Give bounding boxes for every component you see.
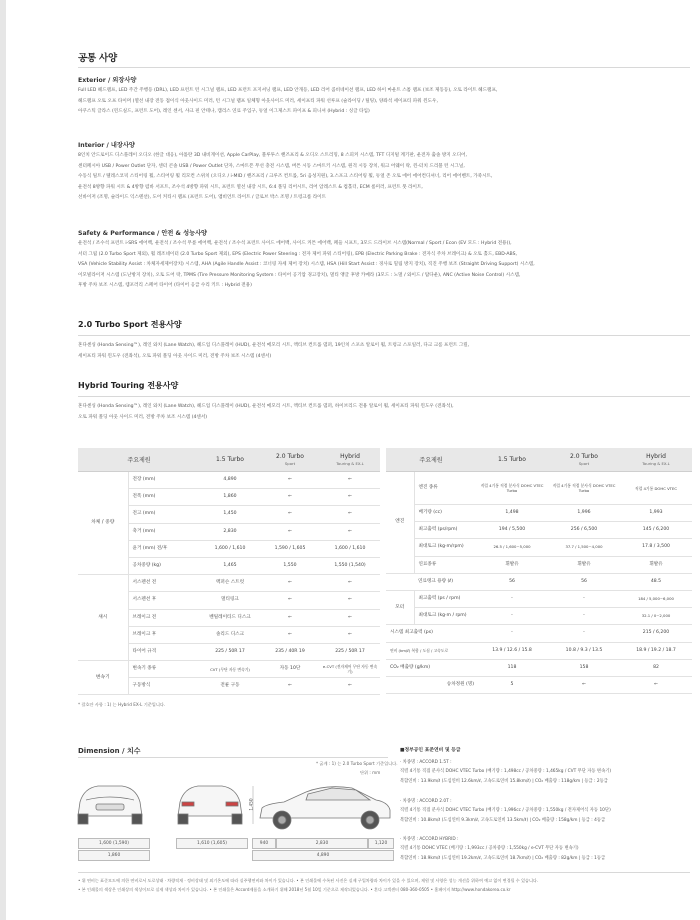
spec-cell: 18.9 / 19.2 / 18.7 xyxy=(620,642,692,659)
spec-item: 변속기 종류 xyxy=(128,661,200,678)
spec-cell: 직렬 4기통 직접 분사식 DOHC VTEC Turbo xyxy=(476,472,548,505)
height-label: 1,450 xyxy=(249,798,255,811)
spec-item: 윤거 (mm) 전/후 xyxy=(128,540,200,557)
spec-cell: - xyxy=(548,625,620,642)
spec-cell: ← xyxy=(260,609,320,626)
spec-cell: 37.7 / 1,500~4,000 xyxy=(548,539,620,556)
spec-cell: 1,993 xyxy=(620,505,692,522)
table-row xyxy=(78,575,380,592)
spec-cell: ← xyxy=(260,592,320,609)
spec-item: 전장 (mm) xyxy=(128,472,200,489)
spec-header-row xyxy=(78,448,380,472)
spec-cell: ← xyxy=(320,523,380,540)
spec-item: 배기량 (cc) xyxy=(414,505,476,522)
spec-item: 연료탱크 용량 (ℓ) xyxy=(414,573,476,590)
spec-item: 연비 (km/ℓ) 복합 / 도심 / 고속도로 xyxy=(386,642,476,659)
car-front-view xyxy=(78,786,142,824)
interior-line: 센터페시아 USB / Power Outlet 단자, 센터 콘솔 USB / Power Outlet 단자, 스마트폰 무선 충전 시스템, 버튼 시동 스마트키 시스템, 원격 시동 장치, 워크 어웨이 락, 윈-터치 드리블 턴 시그널, xyxy=(78,163,465,169)
footer-line: • 위 연비는 표준모드에 의한 연비로서 도로상태 · 차량적재 · 정비상태 및 외기온도에 따라 실주행연비와 차이가 있습니다. • 본 인쇄물에 수록된 사진은 실제 구입차량과 차이가 있을 수 있으며, 제원 및 사양은 성능 개선을 위하여 예고 없이 변경될 수 있습니다. xyxy=(78,878,539,883)
dimension-note: * 굵게 : 1) 는 2.0 Turbo Sport 기준입니다. xyxy=(316,761,398,766)
exterior-line: 헤드램프 오토 오프 타이머 (열선 내장 전동 접이식 아웃사이드 미러, 턴 시그널 램프 일체형 아웃사이드 미러, 세이프티 파워 선루프 (슬라이딩 / 틸팅), 양좌석 세이프티 파워 윈도우, xyxy=(78,98,438,104)
efficiency-figures: 복합연비 : 10.8km/ℓ (도심연비 9.3km/ℓ, 고속도로연비 13.5km/ℓ) | CO₂ 배출량 : 158g/km | 등급 : 4등급 xyxy=(400,817,606,823)
spec-cell: ← xyxy=(548,676,620,693)
dimension-title: Dimension / 치수 xyxy=(78,747,141,755)
efficiency-engine: 직렬 4기통 DOHC VTEC (배기량 : 1,993cc / 공차중량 : 1,550kg / e-CVT 무단 자동 변속기) xyxy=(400,846,579,852)
spec-cell: 1,860 xyxy=(200,489,260,506)
spec-cell: ← xyxy=(320,506,380,523)
table-row xyxy=(386,539,692,556)
turbo-sport-body xyxy=(78,341,693,362)
spec-cell: 직렬 4기통 직접 분사식 DOHC VTEC Turbo xyxy=(548,472,620,505)
spec-item: 축거 (mm) xyxy=(128,523,200,540)
spec-cell: 1,450 xyxy=(200,506,260,523)
spec-cell: ← xyxy=(620,676,692,693)
table-row xyxy=(386,505,692,522)
spec-cell: 82 xyxy=(620,659,692,676)
spec-item: 브레이크 전 xyxy=(128,609,200,626)
spec-item: 타이어 규격 xyxy=(128,643,200,660)
efficiency-model: · 차종명 : ACCORD 2.0T : xyxy=(400,799,452,804)
spec-cell: e-CVT (전자제어 무단 자동 변속기) xyxy=(320,661,380,678)
table-row xyxy=(386,608,692,625)
interior-title: Interior / 내장사양 xyxy=(78,142,135,149)
car-rear-view xyxy=(178,786,242,824)
spec-cell: 56 xyxy=(548,573,620,590)
spec-cell: 256 / 6,500 xyxy=(548,522,620,539)
efficiency-model: · 차종명 : ACCORD 1.5T : xyxy=(400,760,452,765)
exterior-line: Full LED 헤드램프, LED 주간 주행등 (DRL), LED 프런트 턴 시그널 램프, LED 프런트 포지셔닝 램프, LED 안개등, LED 리어 콤비네이션 램프, LED 하이 마운트 스톱 램프 (보조 제동등), 오토 라이트 헤드램프, xyxy=(78,88,498,93)
spec-cell: 32.1 / 0~2,000 xyxy=(620,608,692,625)
table-row xyxy=(78,472,380,489)
spec-cell: 26.5 / 1,600~5,000 xyxy=(476,539,548,556)
spec-item: 엔진 종류 xyxy=(414,472,476,505)
front-tread-label: 1,600 (1,590) xyxy=(78,838,150,849)
front-total-width-label: 1,860 xyxy=(78,850,150,861)
spec-cell: 17.8 / 3,500 xyxy=(620,539,692,556)
spec-item: 전폭 (mm) xyxy=(128,489,200,506)
spec-item: 공차중량 (kg) xyxy=(128,557,200,574)
spec-cell: 145 / 6,200 xyxy=(620,522,692,539)
spec-header-hybrid: Hybrid Touring & EX-L xyxy=(620,448,692,472)
car-dimension-drawings xyxy=(70,780,400,836)
efficiency-block xyxy=(400,758,695,786)
spec-cell: 215 / 6,200 xyxy=(620,625,692,642)
spec-header-2-0t: 2.0 Turbo Sport xyxy=(548,448,620,472)
spec-cell: 전륜 구동 xyxy=(200,678,260,695)
interior-body xyxy=(78,151,693,204)
exterior-body xyxy=(78,86,693,118)
exterior-line: 아쿠스틱 글라스 (윈드실드, 프런트 도어), 레인 센서, 샤크 핀 안테나, 캡리스 연료 주입구, 듀얼 이그제스트 파이프 & 피니셔 (Hybrid : 싱글 타입) xyxy=(78,109,370,114)
spec-cell: 56 xyxy=(476,573,548,590)
spec-cell: 13.9 / 12.6 / 15.8 xyxy=(476,642,548,659)
spec-header-row xyxy=(386,448,692,472)
divider xyxy=(78,67,690,68)
spec-item: 최고출력 (ps / rpm) xyxy=(414,590,476,607)
spec-item: 전고 (mm) xyxy=(128,506,200,523)
spec-cell: 225 / 50R 17 xyxy=(200,643,260,660)
exterior-title: Exterior / 외장사양 xyxy=(78,77,137,84)
spec-cell: 1,996 xyxy=(548,505,620,522)
spec-cell: ← xyxy=(260,472,320,489)
spec-cell: 1,600 / 1,610 xyxy=(320,540,380,557)
spec-cell: ← xyxy=(260,575,320,592)
spec-cell: - xyxy=(548,608,620,625)
spec-cell: 멀티링크 xyxy=(200,592,260,609)
spec-item: 승차정원 (명) xyxy=(386,676,476,693)
hybrid-touring-title: Hybrid Touring 전용사양 xyxy=(78,381,179,390)
table-row xyxy=(386,676,692,693)
safety-body xyxy=(78,239,693,292)
total-length-label: 4,890 xyxy=(252,850,394,861)
efficiency-engine: 직렬 4기통 직접 분사식 DOHC VTEC Turbo (배기량 : 1,996cc / 공차중량 : 1,550kg / 전자제어식 자동 10단) xyxy=(400,808,611,814)
spec-cell: 235 / 40R 19 xyxy=(260,643,320,660)
table-row xyxy=(386,642,692,659)
footer xyxy=(78,876,693,894)
turbo-sport-line: 혼다센싱 (Honda Sensing™), 레인 와치 (Lane Watch), 헤드업 디스플레이 (HUD), 운전석 메모리 시트, 액티브 컨트롤 댐퍼, 19인치 스포츠 알로이 휠, 트렁크 스포일러, 다크 크롬 프런트 그릴, xyxy=(78,343,470,348)
spec-cell: 휘발유 xyxy=(476,556,548,573)
divider xyxy=(78,335,690,336)
spec-table-right xyxy=(386,448,692,694)
spec-item: CO₂ 배출량 (g/km) xyxy=(386,659,476,676)
spec-cell: - xyxy=(548,590,620,607)
table-row xyxy=(386,659,692,676)
turbo-sport-line: 세이프티 파워 윈도우 (전좌석), 오토 파워 폴딩 아웃 사이드 미러, 전방 주차 보조 시스템 (4센서) xyxy=(78,353,272,359)
spec-cell: ← xyxy=(320,609,380,626)
spec-cell: 휘발유 xyxy=(620,556,692,573)
car-side-view xyxy=(260,787,390,829)
spec-item: 최대토크 (kg·m / rpm) xyxy=(414,608,476,625)
spec-cell: ← xyxy=(320,472,380,489)
spec-cell: 4,890 xyxy=(200,472,260,489)
spec-header-1-5t: 1.5 Turbo xyxy=(200,448,260,472)
spec-cell: ← xyxy=(320,575,380,592)
wheelbase-label: 2,830 xyxy=(276,838,368,849)
spec-cell: 솔리드 디스크 xyxy=(200,626,260,643)
spec-item: 브레이크 후 xyxy=(128,626,200,643)
table-row xyxy=(386,625,692,642)
spec-cell: 10.8 / 9.3 / 13.5 xyxy=(548,642,620,659)
spec-cell: 자동 10단 xyxy=(260,661,320,678)
efficiency-block xyxy=(400,797,695,825)
spec-group-trans: 변속기 xyxy=(78,661,128,695)
interior-line: 수동식 틸트 / 텔레스코픽 스티어링 휠, 스티어링 휠 리모컨 스위치 (오디오 / i-MID / 핸즈프리 / 크루즈 컨트롤, 5ri 음성지원), 3.스포크 스티어링 휠, 듀얼 존 오토 에어 에어컨디셔너, 리어 에어벤트, 가죽시트, xyxy=(78,174,493,179)
spec-cell: 1,465 xyxy=(200,557,260,574)
page-edge-bar xyxy=(0,0,6,920)
spec-cell: 48.5 xyxy=(620,573,692,590)
spec-cell: 맥퍼슨 스트럿 xyxy=(200,575,260,592)
spec-header-label: 주요제원 xyxy=(386,448,476,472)
spec-item: 서스펜션 전 xyxy=(128,575,200,592)
spec-cell: 194 / 5,500 xyxy=(476,522,548,539)
hybrid-touring-body xyxy=(78,402,693,423)
efficiency-model: · 차종명 : ACCORD HYBRID : xyxy=(400,837,459,842)
spec-item: 서스펜션 후 xyxy=(128,592,200,609)
spec-group-engine: 엔진 xyxy=(386,472,414,574)
safety-line: 서터 그립 (2.0 Turbo Sport 제외), 휠 레조네이터 (2.0 Turbo Sport 제외), EPS (Electric Power Steering : 전자 제어 파워 스티어링), EPB (Electric Parking Brake : 전자식 주차 브레이크) & 오토 홀드, EBD-ABS, xyxy=(78,251,517,257)
turbo-sport-title: 2.0 Turbo Sport 전용사양 xyxy=(78,320,182,329)
spec-group-motor: 모터 xyxy=(386,590,414,624)
rear-tread-label: 1,610 (1,605) xyxy=(176,838,248,849)
spec-cell: 1,550 (1,540) xyxy=(320,557,380,574)
interior-line: 8인치 안드로이드 디스플레이 오디오 (한글 대응), 아틀란 3D 내비게이션, Apple CarPlay, 블루투스 핸즈프리 & 오디오 스트리밍, 8 스피커 시스템, TFT 디지털 계기판, 운전자 출솔 방지 오디어, xyxy=(78,153,467,158)
spec-item: 최대토크 (kg·m/rpm) xyxy=(414,539,476,556)
spec-cell: ← xyxy=(320,678,380,695)
spec-header-hybrid: Hybrid Touring & EX-L xyxy=(320,448,380,472)
safety-line: 이모빌라이저 시스템 (도난방지 장치), 오토 도어 락, TPMS (Tire Pressure Monitoring System : 타이어 공기압 경고장치), 멀티 앵글 후방 카메라 (3모드 : 노멀 / 와이드 / 탑다운), ANC (Active Noise Control) 시스템, xyxy=(78,272,521,278)
hybrid-touring-line: 혼다센싱 (Honda Sensing™), 레인 와치 (Lane Watch), 헤드업 디스플레이 (HUD), 운전석 메모리 시트, 액티브 컨트롤 댐퍼, 하이브리드 전용 알로이 휠, 세이프티 파워 윈도우 (전좌석), xyxy=(78,404,454,409)
spec-cell: - xyxy=(476,590,548,607)
spec-cell: - xyxy=(476,625,548,642)
spec-cell: 벤틸레이티드 디스크 xyxy=(200,609,260,626)
spec-item: 구동방식 xyxy=(128,678,200,695)
spec-cell: 1,600 / 1,610 xyxy=(200,540,260,557)
spec-cell: 5 xyxy=(476,676,548,693)
spec-cell: 1,498 xyxy=(476,505,548,522)
spec-cell: 225 / 50R 17 xyxy=(320,643,380,660)
spec-cell: ← xyxy=(260,678,320,695)
spec-cell: 118 xyxy=(476,659,548,676)
table-row xyxy=(386,590,692,607)
spec-cell: ← xyxy=(260,506,320,523)
spec-cell: ← xyxy=(260,626,320,643)
spec-group-body: 차체 / 중량 xyxy=(78,472,128,575)
spec-cell: ← xyxy=(260,489,320,506)
divider xyxy=(78,872,690,873)
spec-item: 최고출력 (ps/rpm) xyxy=(414,522,476,539)
spec-item: 연료종류 xyxy=(414,556,476,573)
spec-header-label: 주요제원 xyxy=(78,448,200,472)
footer-line: • 본 인쇄물의 색상은 인쇄상의 색상이므로 실제 색상과 차이가 있습니다. • 본 인쇄물은 Accord제품을 소개하기 위해 2018년 5월 10일 기준으로 제작되었습니다. • 혼다 고객센터 080-360-0505 • 홈페이지 http://www.hondakorea.co.kr xyxy=(78,887,511,892)
spec-cell: 2,830 xyxy=(200,523,260,540)
spec-header-1-5t: 1.5 Turbo xyxy=(476,448,548,472)
front-overhang-label: 940 xyxy=(252,838,276,849)
spec-cell: 158 xyxy=(548,659,620,676)
spec-item: 시스템 최고출력 (ps) xyxy=(386,625,476,642)
spec-cell: CVT (무단 자동 변속기) xyxy=(200,661,260,678)
spec-table-left xyxy=(78,448,380,695)
table-row xyxy=(78,661,380,678)
spec-cell: 직렬 4기통 DOHC VTEC xyxy=(620,472,692,505)
spec-cell: ← xyxy=(320,592,380,609)
spec-cell: ← xyxy=(260,523,320,540)
spec-cell: ← xyxy=(320,489,380,506)
table-row xyxy=(386,573,692,590)
divider xyxy=(78,396,690,397)
spec-cell: ← xyxy=(320,626,380,643)
table-row xyxy=(386,522,692,539)
hybrid-touring-line: 오토 파워 폴딩 아웃 사이드 미러, 전방 주차 보조 시스템 (4센서) xyxy=(78,414,208,420)
safety-line: 후방 주차 보조 시스템, 템포러리 스페어 타이어 (타이어 응급 수리 키트 : Hybrid 전용) xyxy=(78,283,252,288)
safety-line: VSA (Vehicle Stability Assist : 차체자세제어장치) 시스템, AHA (Agile Handle Assist : 코너링 자세 제어 장치) 시스템, HSA (Hill Start Assist : 경사로 밀림 방지 장치), 직진 주행 보조 (Straight Driving Support) 시스템, xyxy=(78,262,535,267)
table-row xyxy=(386,556,692,573)
spec-group-chassis: 섀시 xyxy=(78,575,128,661)
spec-header-2-0t: 2.0 Turbo Sport xyxy=(260,448,320,472)
efficiency-block xyxy=(400,835,695,863)
spec-cell: - xyxy=(476,608,548,625)
safety-line: 운전석 / 조수석 프런트 i-SRS 에어백, 운전석 / 조수석 무릎 에어백, 운전석 / 조수석 프런트 사이드 에어백, 사이드 커튼 에어백, 페들 시프트, 3모드 드라이브 시스템(Normal / Sport / Econ (EV 모드 : Hybrid 전용)), xyxy=(78,241,512,246)
spec-cell: 휘발유 xyxy=(548,556,620,573)
common-specs-title: 공통 사양 xyxy=(78,53,118,64)
safety-title: Safety & Performance / 안전 & 성능사양 xyxy=(78,230,208,237)
spec-cell: 184 / 5,000~6,000 xyxy=(620,590,692,607)
spec-cell: 1,550 xyxy=(260,557,320,574)
efficiency-title: ■정부공인 표준연비 및 등급 xyxy=(400,748,461,753)
interior-line: 운전석 8방향 파워 시트 & 4방향 럼바 서포트, 조수석 4방향 파워 시트, 프런트 열선 내장 시트, 6:4 폴딩 리어시트, 리어 암레스트 & 컵홀더, ECM 룸미러, 프런트 풋 라이트, xyxy=(78,184,423,190)
rear-overhang-label: 1,120 xyxy=(368,838,394,849)
efficiency-figures: 복합연비 : 13.9km/ℓ (도심연비 12.6km/ℓ, 고속도로연비 15.8km/ℓ) | CO₂ 배출량 : 118g/km | 등급 : 2등급 xyxy=(400,778,608,784)
table-row xyxy=(386,472,692,505)
dimension-unit: 단위 : mm xyxy=(360,770,381,775)
efficiency-engine: 직렬 4기통 직접 분사식 DOHC VTEC Turbo (배기량 : 1,498cc / 공차중량 : 1,465kg / CVT 무단 자동 변속기) xyxy=(400,769,612,775)
spec-cell: 1,590 / 1,605 xyxy=(260,540,320,557)
divider xyxy=(78,757,388,758)
interior-line: 선바이저 (조명, 슬라이드 익스텐션), 도어 커티시 램프 (프런트 도어), 앰비언트 라이트 / 글로브 박스 조명 / 트렁크룸 라이트 xyxy=(78,195,327,200)
spec-footnote: * 괄호안 사항 : 1) 는 Hybrid EX-L 기준입니다. xyxy=(78,702,166,707)
efficiency-figures: 복합연비 : 18.9km/ℓ (도심연비 19.2km/ℓ, 고속도로연비 18.7km/ℓ) | CO₂ 배출량 : 82g/km | 등급 : 1등급 xyxy=(400,855,606,861)
